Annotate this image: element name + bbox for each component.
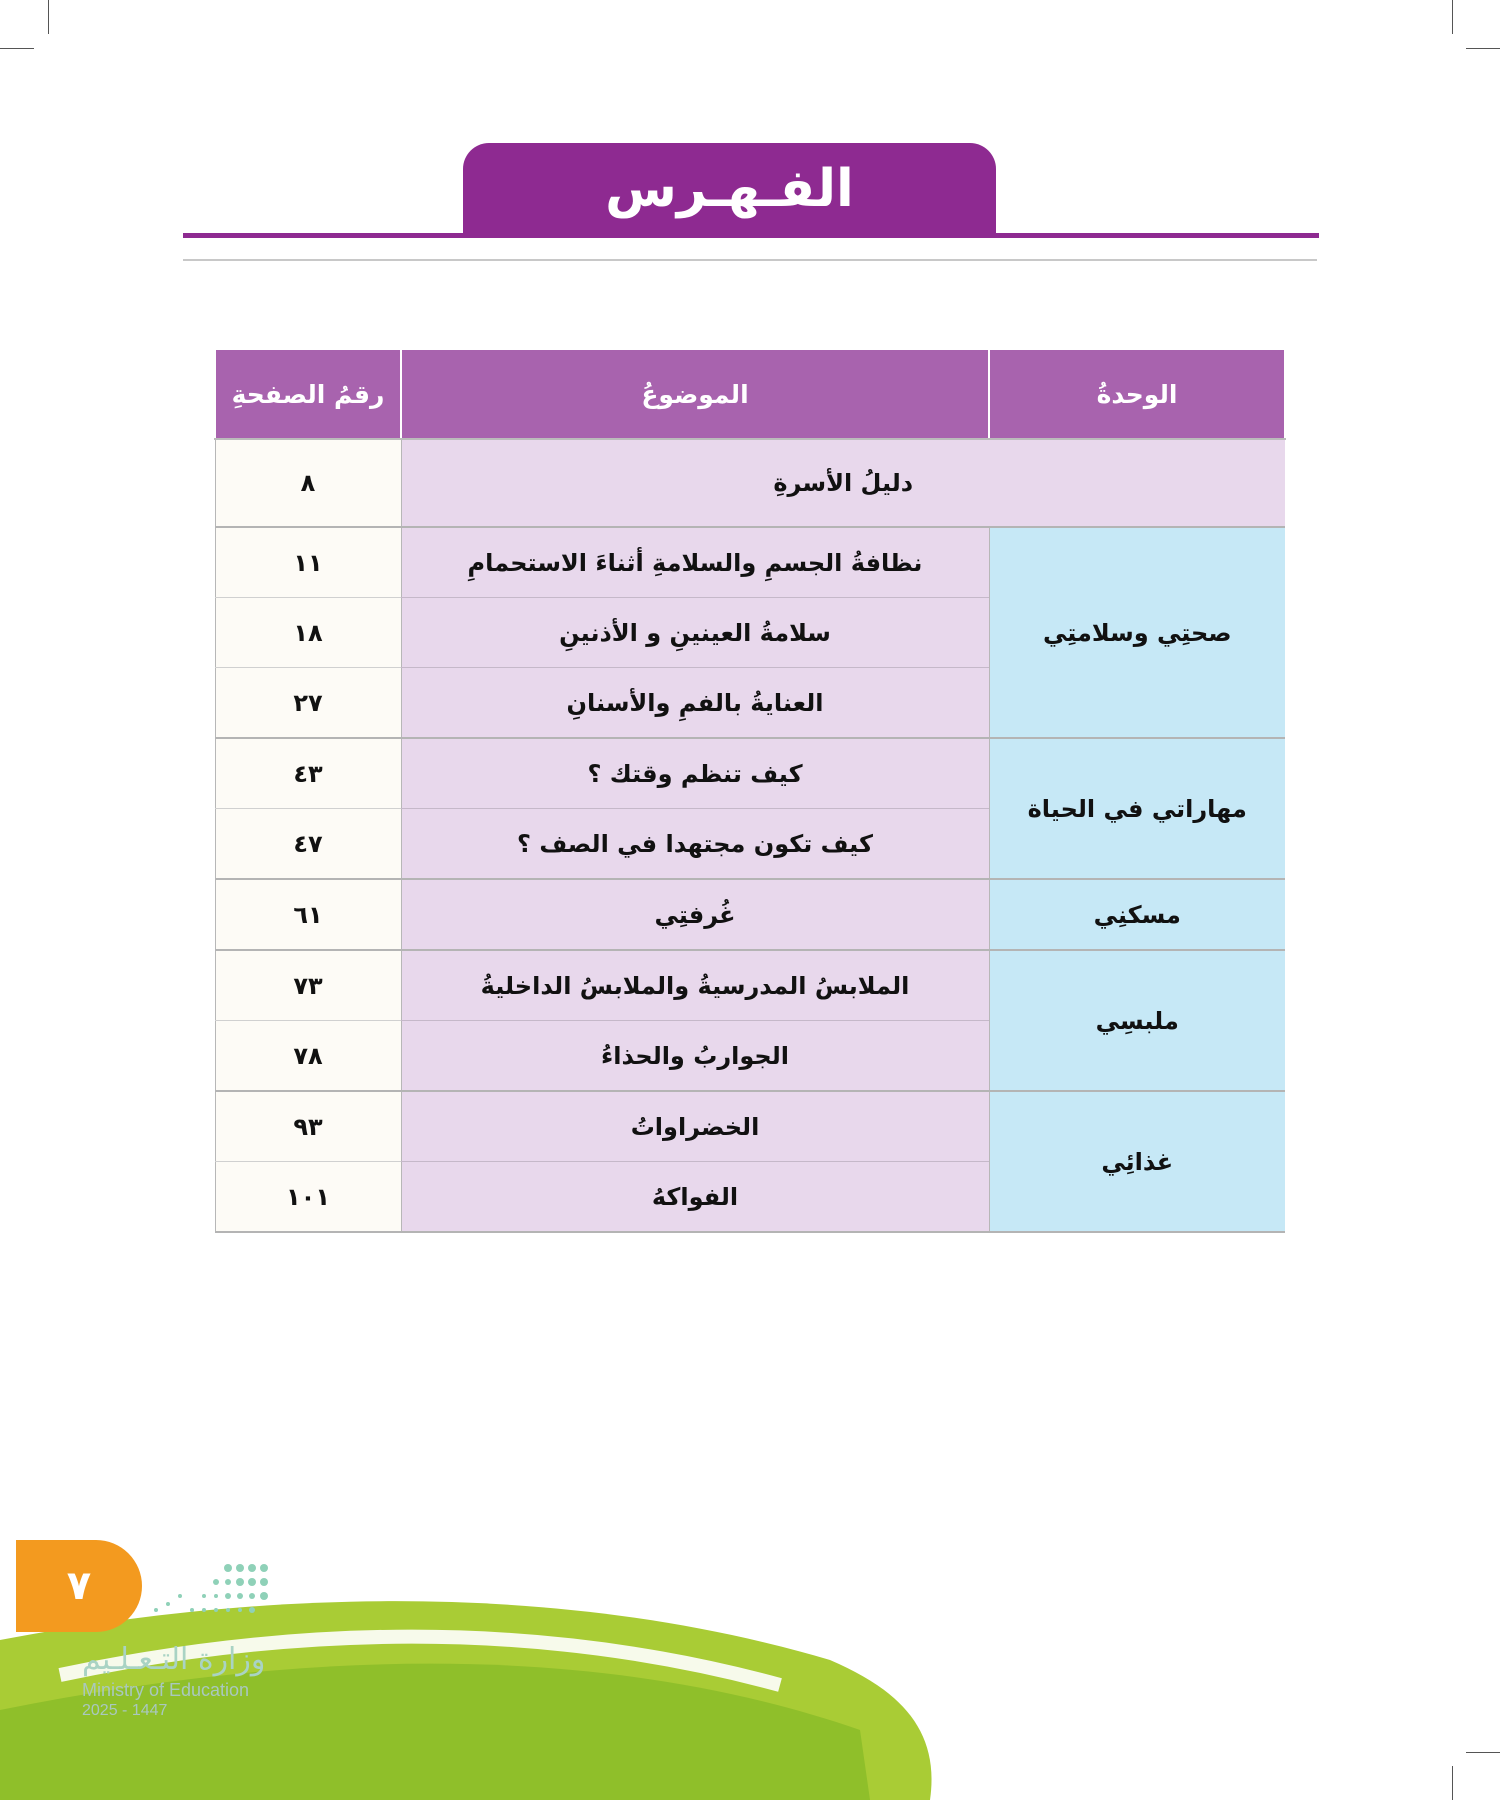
intro-page: ٨: [215, 439, 401, 527]
header-topic: الموضوعُ: [401, 349, 989, 439]
contents-table: [214, 348, 1286, 1233]
page-cell: ١٠١: [215, 1162, 401, 1233]
ministry-name-arabic: وزارة التـعـلـيم: [82, 1642, 266, 1677]
table-row: [215, 950, 1285, 1021]
page-cell: ٩٣: [215, 1091, 401, 1162]
topic-cell: العنايةُ بالفمِ والأسنانِ: [401, 668, 989, 739]
topic-cell: الجواربُ والحذاءُ: [401, 1021, 989, 1092]
page-number-badge: ٧: [16, 1540, 142, 1632]
page-cell: ٤٧: [215, 809, 401, 880]
topic-cell: كيف تنظم وقتك ؟: [401, 738, 989, 809]
topic-cell: سلامةُ العينينِ و الأذنينِ: [401, 598, 989, 668]
crop-mark: [0, 48, 34, 49]
crop-mark: [48, 0, 49, 34]
page-cell: ٦١: [215, 879, 401, 950]
table-row: [215, 738, 1285, 809]
page-cell: ٢٧: [215, 668, 401, 739]
ministry-name-english: Ministry of Education: [82, 1680, 250, 1700]
unit-cell: مسكنِي: [989, 879, 1285, 950]
page-cell: ٧٣: [215, 950, 401, 1021]
table-row: [215, 439, 1285, 527]
topic-cell: الفواكهُ: [401, 1162, 989, 1233]
title-divider: [183, 259, 1317, 261]
topic-cell: غُرفتِي: [401, 879, 989, 950]
page-cell: ١١: [215, 527, 401, 598]
topic-cell: الملابسُ المدرسيةُ والملابسُ الداخليةُ: [401, 950, 989, 1021]
table-row: [215, 879, 1285, 950]
page-cell: ١٨: [215, 598, 401, 668]
crop-mark: [1466, 48, 1500, 49]
unit-cell: ملبسِي: [989, 950, 1285, 1091]
unit-cell: صحتِي وسلامتِي: [989, 527, 1285, 738]
intro-topic: دليلُ الأسرةِ: [401, 439, 1285, 527]
topic-cell: الخضراواتُ: [401, 1091, 989, 1162]
topic-cell: كيف تكون مجتهدا في الصف ؟: [401, 809, 989, 880]
header-page: رقمُ الصفحةِ: [215, 349, 401, 439]
table-row: [215, 527, 1285, 598]
unit-cell: غذائِي: [989, 1091, 1285, 1232]
page-title: الفـهـرس: [463, 143, 996, 235]
crop-mark: [1452, 0, 1453, 34]
ministry-year: 2025 - 1447: [82, 1702, 168, 1719]
unit-cell: مهاراتي في الحياة: [989, 738, 1285, 879]
topic-cell: نظافةُ الجسمِ والسلامةِ أثناءَ الاستحمامِ: [401, 527, 989, 598]
header-unit: الوحدةُ: [989, 349, 1285, 439]
title-underline: [183, 233, 1319, 238]
page-cell: ٤٣: [215, 738, 401, 809]
table-row: [215, 1091, 1285, 1162]
table-header-row: [215, 349, 1285, 439]
page-cell: ٧٨: [215, 1021, 401, 1092]
